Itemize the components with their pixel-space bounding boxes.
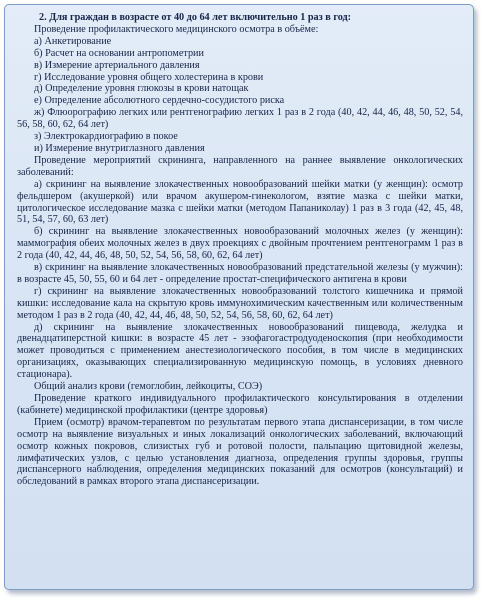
- screening-intro: Проведение мероприятий скрининга, направленного на раннее выявление онкологических заболеваний:: [17, 154, 463, 178]
- screening-item: в) скрининг на выявление злокачественных новообразований предстательной железы (у мужчин): в возрасте 45, 50, 55, 60 и 64 лет - определение простат-специфического антигена в крови: [17, 262, 463, 285]
- screening-item: а) скрининг на выявление злокачественных новообразований шейки матки (у женщин): осмотр фельдшером (акушеркой) или врачом акушером-гинекологом, взятие мазка с шейки матки, цитологическое исследование мазка с шейки матки (методом Папаниколау) 1 раз в 3 года (42, 45, 48, 51, 54, 57, 60, 63 лет): [17, 178, 463, 226]
- checklist-item: з) Электрокардиографию в покое: [34, 131, 178, 143]
- blood-test: Общий анализ крови (гемоглобин, лейкоциты, СОЭ): [34, 381, 263, 393]
- checklist-item: г) Исследование уровня общего холестерина в крови: [34, 71, 264, 83]
- screening-item: д) скрининг на выявление злокачественных новообразований пищевода, желудка и двенадцатиперстной кишки: в возрасте 45 лет - эзофагогастродуоденоскопия (при необходимости может проводиться с применением анестезиологического пособия, в том числе в медицинских организациях, оказывающих специализированную медицинскую помощь, в условиях дневного стационара).: [17, 321, 463, 381]
- document-body: [17, 12, 463, 488]
- section-title: 2. Для граждан в возрасте от 40 до 64 лет включительно 1 раз в год:: [39, 12, 352, 23]
- checklist-item: д) Определение уровня глюкозы в крови натощак: [34, 83, 249, 95]
- therapist-reception: Прием (осмотр) врачом-терапевтом по результатам первого этапа диспансеризации, в том числе осмотр на выявление визуальных и иных локализаций онкологических заболеваний, включающий осмотр кожных покровов, слизистых губ и ротовой полости, пальпацию щитовидной железы, лимфатических узлов, с целью установления диагноза, определения группы здоровья, группы диспансерного наблюдения, определения медицинских показаний для осмотров (консультаций) и обследований в рамках второго этапа диспансеризации.: [17, 416, 463, 488]
- checklist-item: в) Измерение артериального давления: [34, 59, 200, 71]
- checklist-item: ж) Флюорографию легких или рентгенографию легких 1 раз в 2 года (40, 42, 44, 46, 48, 50, 52, 54, 56, 58, 60, 62, 64 лет): [17, 107, 463, 131]
- checkup-lead: Проведение профилактического медицинского осмотра в объёме:: [34, 23, 319, 35]
- checklist-item: а) Анкетирование: [34, 35, 112, 47]
- consultation: Проведение краткого индивидуального профилактического консультирования в отделении (кабинете) медицинской профилактики (центре здоровья): [17, 393, 463, 416]
- checklist-item: и) Измерение внутриглазного давления: [34, 142, 205, 154]
- screening-item: г) скрининг на выявление злокачественных новообразований толстого кишечника и прямой кишки: исследование кала на скрытую кровь иммунохимическим качественным или количественным методом 1 раз в 2 года (40, 42, 44, 46, 48, 50, 52, 54, 56, 58, 60, 62, 64 лет): [17, 285, 463, 321]
- screening-item: б) скрининг на выявление злокачественных новообразований молочных желез (у женщин): маммография обеих молочных желез в двух проекциях с двойным прочтением рентгенограмм 1 раз в 2 года (40, 42, 44, 46, 48, 50, 52, 54, 56, 58, 60, 62, 64 лет): [17, 226, 463, 262]
- checklist-item: е) Определение абсолютного сердечно-сосудистого риска: [34, 95, 285, 107]
- checklist-item: б) Расчет на основании антропометрии: [34, 47, 204, 59]
- info-panel: [4, 4, 474, 590]
